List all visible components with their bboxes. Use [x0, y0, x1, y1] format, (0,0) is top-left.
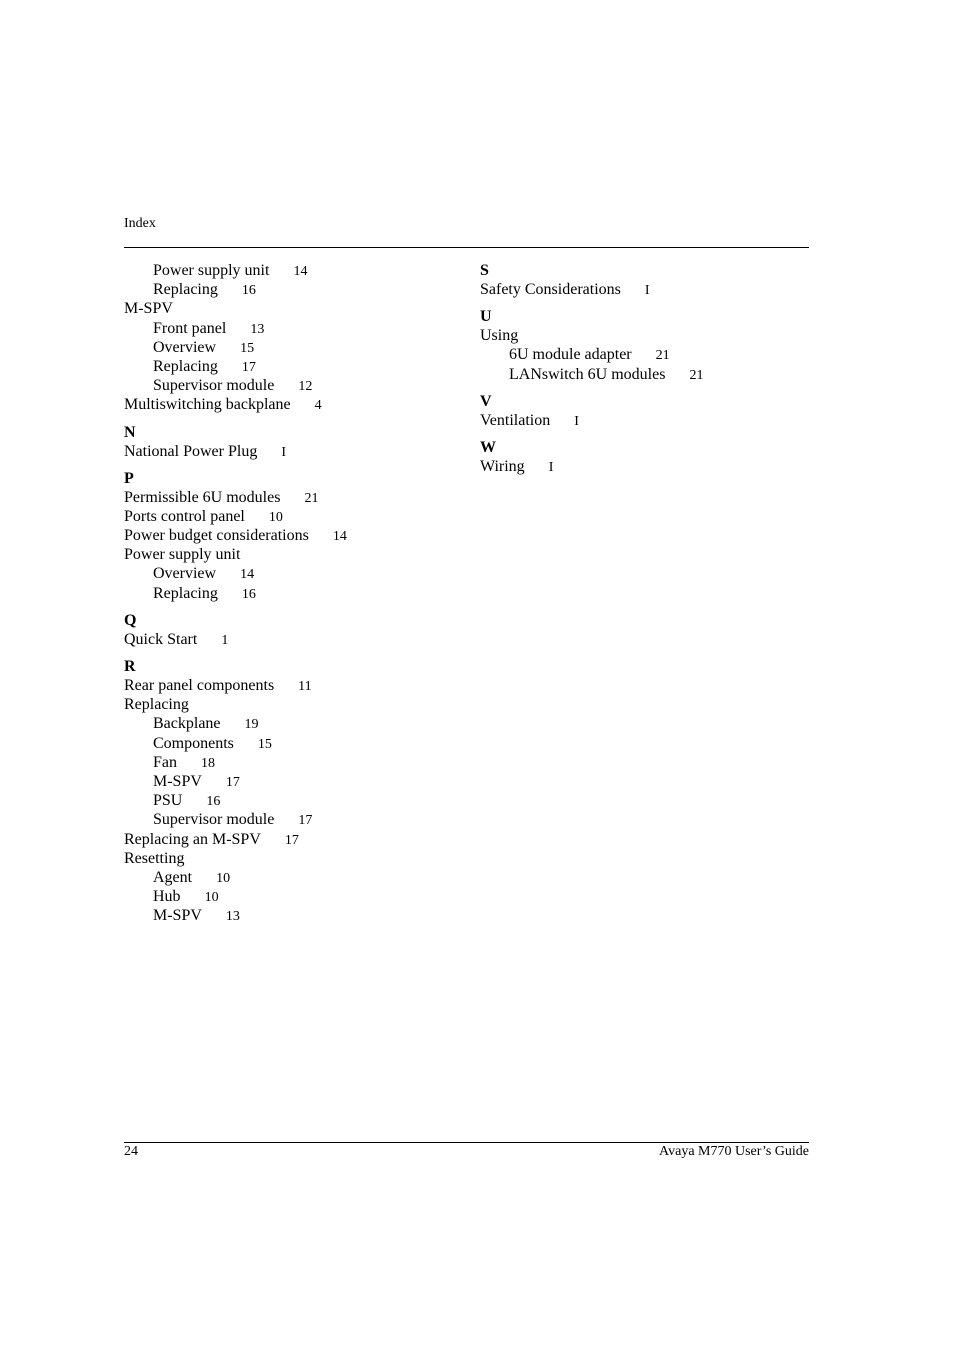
- index-entry: [480, 457, 810, 476]
- index-entry: [124, 849, 454, 868]
- index-subentry: [124, 338, 454, 357]
- index-page-ref[interactable]: 21: [689, 367, 704, 383]
- index-subentry: [124, 753, 454, 772]
- index-term: Resetting: [124, 849, 185, 867]
- index-letter-heading: V: [480, 392, 492, 410]
- index-subentry: [124, 868, 454, 887]
- index-term: Power supply unit: [124, 546, 241, 564]
- index-entry: [480, 411, 810, 430]
- index-entry: [124, 695, 454, 714]
- index-page-ref[interactable]: 1: [221, 632, 229, 648]
- index-term: Power budget considerations: [124, 527, 309, 545]
- index-column-left: [124, 261, 454, 925]
- index-term: M-SPV: [124, 300, 173, 318]
- index-term: Multiswitching backplane: [124, 396, 291, 414]
- index-term: Using: [480, 327, 519, 345]
- index-term: Safety Considerations: [480, 281, 621, 298]
- index-letter-heading: W: [480, 438, 496, 456]
- index-page-ref[interactable]: 13: [250, 321, 265, 337]
- index-term: M-SPV: [153, 907, 202, 925]
- index-subentry: [124, 714, 454, 733]
- index-page-ref[interactable]: 10: [204, 890, 219, 906]
- index-subentry: [124, 280, 454, 299]
- index-page-ref[interactable]: 14: [293, 264, 308, 279]
- index-term: Quick Start: [124, 630, 198, 648]
- index-entry: [480, 326, 810, 345]
- index-column-right: [480, 261, 810, 476]
- index-term: M-SPV: [153, 772, 202, 790]
- index-letter-heading: Q: [124, 611, 137, 629]
- index-page-ref[interactable]: I: [574, 413, 579, 429]
- index-page-ref[interactable]: 17: [225, 774, 240, 790]
- index-letter-heading: U: [480, 308, 492, 326]
- index-term: Fan: [153, 753, 177, 771]
- index-term: Replacing: [124, 696, 189, 714]
- footer-rule: [124, 1142, 809, 1143]
- index-term: Agent: [153, 868, 193, 886]
- index-page-ref[interactable]: 14: [332, 529, 347, 545]
- index-entry: [124, 676, 454, 695]
- index-term: Rear panel components: [124, 677, 275, 694]
- index-subentry: [124, 906, 454, 925]
- index-page-ref[interactable]: 10: [268, 509, 283, 525]
- index-subentry: [124, 584, 454, 603]
- index-term: National Power Plug: [124, 442, 258, 460]
- index-page-ref[interactable]: 14: [240, 567, 255, 583]
- index-page-ref[interactable]: I: [548, 459, 554, 475]
- index-term: Replacing an M-SPV: [124, 830, 261, 848]
- index-page-ref[interactable]: 18: [201, 755, 215, 771]
- index-page-ref[interactable]: 17: [298, 813, 313, 829]
- index-page-ref[interactable]: 17: [284, 832, 299, 848]
- index-subentry: [124, 772, 454, 791]
- index-page-ref[interactable]: 15: [257, 736, 272, 752]
- index-term: Overview: [153, 338, 217, 356]
- index-subentry: [124, 564, 454, 583]
- index-term: Front panel: [153, 319, 227, 337]
- index-term: Replacing: [153, 357, 218, 375]
- index-subentry: [124, 734, 454, 753]
- index-page-ref[interactable]: 16: [241, 283, 256, 299]
- index-subentry: [124, 376, 454, 395]
- index-term: Ventilation: [480, 411, 551, 429]
- index-entry: [124, 630, 454, 649]
- index-subentry: [480, 345, 810, 364]
- index-page-ref[interactable]: I: [281, 444, 286, 460]
- index-subentry: [124, 887, 454, 906]
- index-letter-heading: P: [124, 469, 134, 487]
- index-entry: [124, 442, 454, 461]
- index-term: Overview: [153, 565, 217, 583]
- index-term: Replacing: [153, 584, 218, 602]
- index-subentry: [124, 319, 454, 338]
- index-page-ref[interactable]: 12: [298, 379, 313, 395]
- index-subentry: [124, 357, 454, 376]
- index-page-ref[interactable]: 15: [240, 340, 255, 356]
- index-entry: [124, 545, 454, 564]
- index-page-ref[interactable]: 17: [241, 359, 256, 375]
- index-page-ref[interactable]: 21: [304, 490, 319, 506]
- index-subentry: [480, 365, 810, 384]
- index-letter-heading: R: [124, 658, 136, 675]
- index-page-ref[interactable]: 16: [241, 586, 256, 602]
- index-term: Components: [153, 734, 234, 752]
- index-term: 6U module adapter: [509, 346, 632, 364]
- index-term: Replacing: [153, 281, 218, 299]
- index-letter-heading: N: [124, 423, 136, 441]
- index-term: LANswitch 6U modules: [509, 365, 666, 383]
- index-page-ref[interactable]: 16: [206, 794, 221, 810]
- index-subentry: [124, 791, 454, 810]
- index-page-ref[interactable]: 13: [225, 909, 240, 925]
- index-page-ref[interactable]: 4: [314, 398, 322, 414]
- book-title: Avaya M770 User’s Guide: [659, 1144, 809, 1159]
- index-entry: [124, 526, 454, 545]
- index-letter-heading: S: [480, 262, 489, 279]
- index-subentry: [124, 810, 454, 829]
- header-rule: [124, 247, 809, 248]
- index-term: Permissible 6U modules: [124, 488, 281, 506]
- index-entry: [124, 299, 454, 318]
- index-term: Ports control panel: [124, 507, 245, 525]
- index-page-ref[interactable]: 21: [655, 348, 670, 364]
- running-header: Index: [124, 216, 156, 231]
- index-entry: [480, 280, 810, 299]
- index-page-ref[interactable]: 10: [216, 870, 231, 886]
- index-page-ref[interactable]: 19: [244, 717, 259, 733]
- index-page-ref[interactable]: 11: [298, 679, 312, 694]
- index-page-ref[interactable]: I: [644, 283, 650, 298]
- index-entry: [124, 395, 454, 414]
- page-number: 24: [124, 1144, 138, 1159]
- index-term: Hub: [153, 888, 181, 906]
- index-term: PSU: [153, 792, 183, 810]
- index-entry: [124, 488, 454, 507]
- index-term: Power supply unit: [153, 262, 270, 279]
- index-entry: [124, 507, 454, 526]
- index-term: Supervisor module: [153, 811, 275, 829]
- index-subentry: [124, 261, 454, 280]
- index-term: Supervisor module: [153, 377, 275, 395]
- index-entry: [124, 830, 454, 849]
- index-term: Backplane: [153, 715, 221, 733]
- index-term: Wiring: [480, 457, 525, 475]
